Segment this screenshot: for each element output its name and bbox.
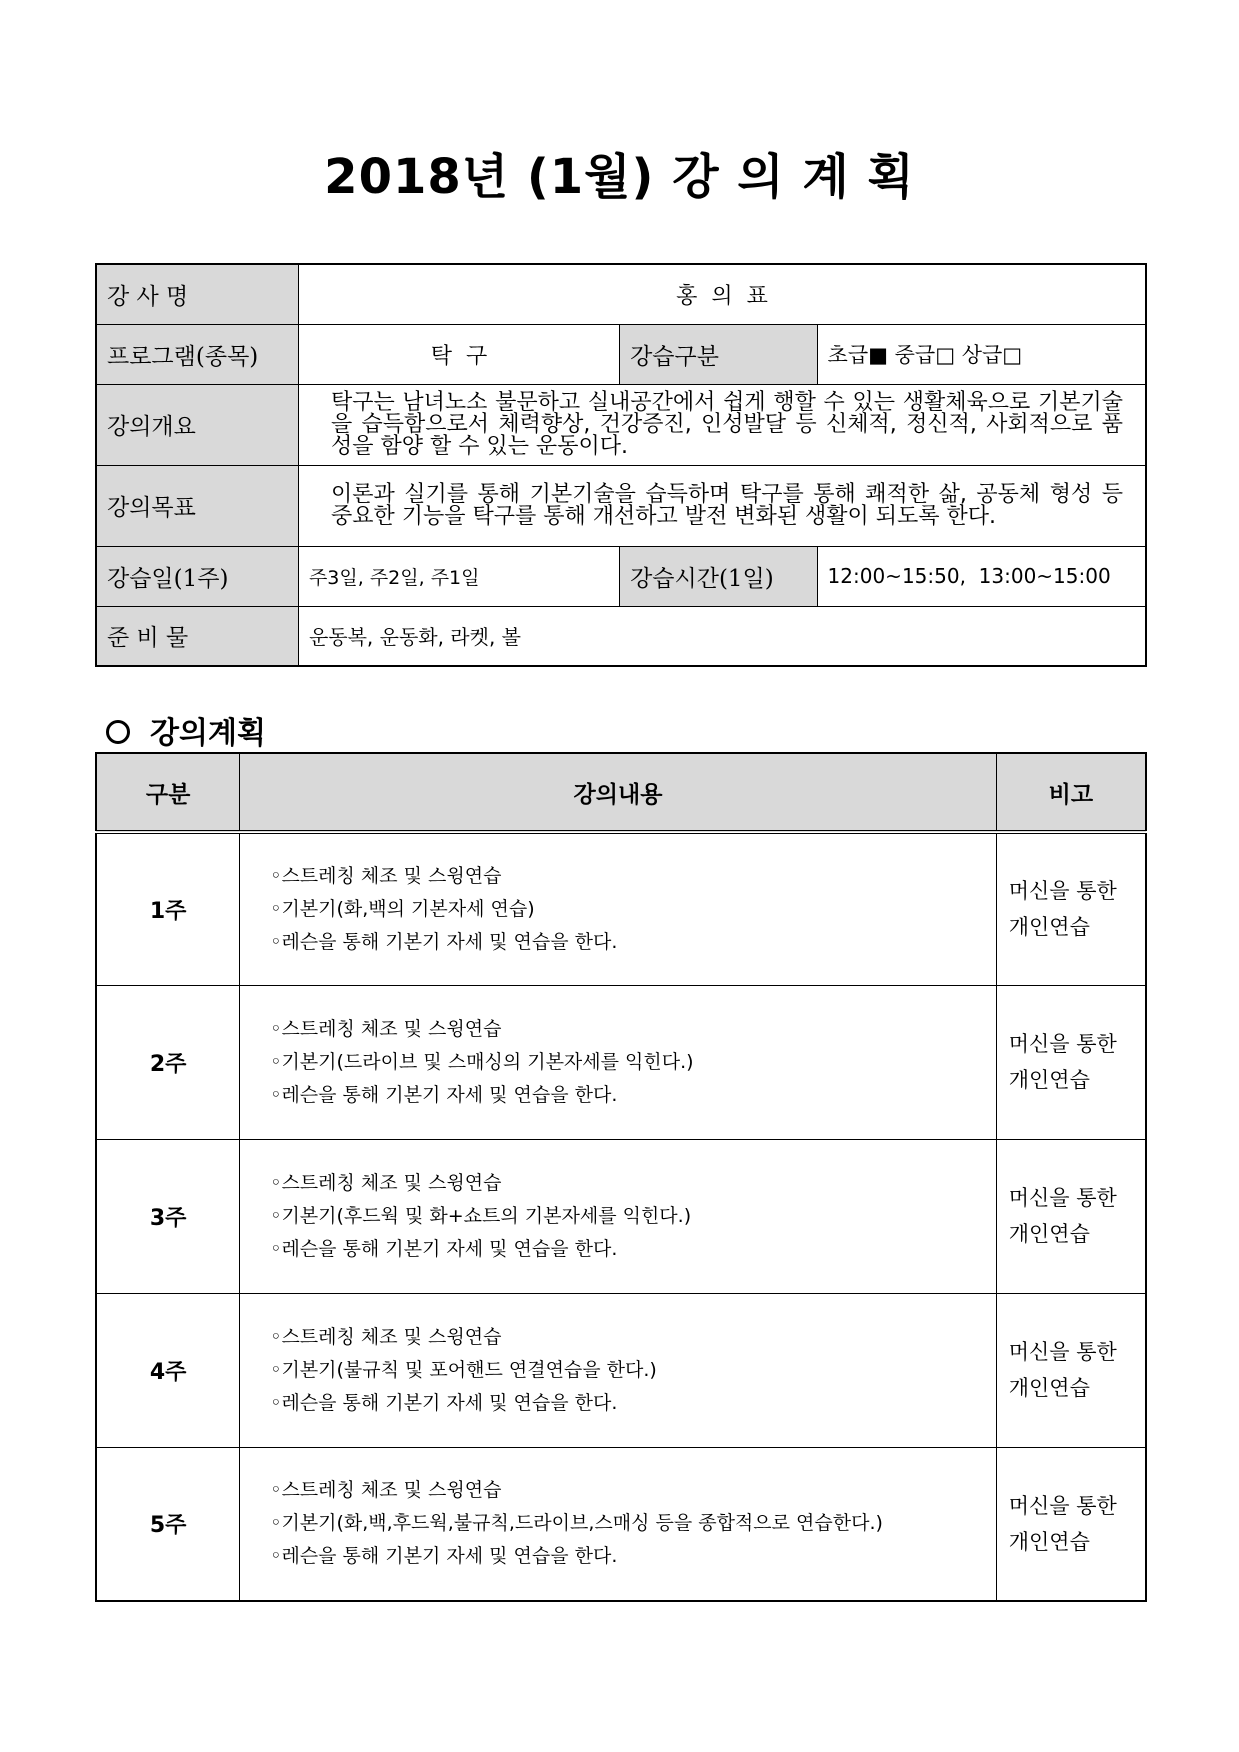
content-line: ◦레슨을 통해 기본기 자세 및 연습을 한다. [270, 1545, 618, 1568]
content-line: ◦레슨을 통해 기본기 자세 및 연습을 한다. [270, 1237, 618, 1260]
header-category: 구분 [96, 753, 240, 832]
content-cell [240, 985, 997, 1139]
note-line: 개인연습 [1008, 1222, 1090, 1246]
note-line: 머신을 통한 [1008, 1493, 1117, 1518]
course-info-table [95, 263, 1147, 667]
week-cell: 5주 [96, 1447, 240, 1601]
lesson-plan-table [95, 752, 1147, 1602]
content-line: ◦스트레칭 체조 및 스윙연습 [270, 1171, 502, 1194]
table-row [96, 832, 1146, 985]
content-line: ◦기본기(후드웍 및 화+쇼트의 기본자세를 익힌다.) [270, 1204, 692, 1227]
content-line: ◦스트레칭 체조 및 스윙연습 [270, 1325, 502, 1348]
program-value: 탁 구 [298, 324, 619, 384]
note-cell [996, 832, 1146, 985]
content-line: ◦스트레칭 체조 및 스윙연습 [270, 1479, 502, 1502]
note-line: 머신을 통한 [1008, 1340, 1117, 1364]
overview-label: 강의개요 [96, 384, 298, 465]
content-line: ◦기본기(불규칙 및 포어핸드 연결연습을 한다.) [270, 1358, 657, 1381]
week-cell: 3주 [96, 1139, 240, 1293]
table-row [96, 1447, 1146, 1601]
time-label: 강습시간(1일) [620, 546, 817, 606]
content-line: ◦기본기(화,백의 기본자세 연습) [270, 897, 535, 920]
days-label: 강습일(1주) [96, 546, 298, 606]
table-row [96, 1139, 1146, 1293]
content-line: ◦기본기(드라이브 및 스매싱의 기본자세를 익힌다.) [270, 1050, 694, 1073]
table-row [96, 985, 1146, 1139]
note-line: 개인연습 [1008, 1068, 1090, 1092]
content-line: ◦기본기(화,백,후드웍,불규칙,드라이브,스매싱 등을 종합적으로 연습한다.) [270, 1512, 883, 1535]
goal-value: 이론과 실기를 통해 기본기술을 습득하며 탁구를 통해 쾌적한 삶, 공동체 형성 등 중요한 기능을 탁구를 통해 개선하고 발전 변화된 생활이 되도록 한다. [298, 465, 1146, 546]
level-value: 초급■ 중급□ 상급□ [817, 324, 1146, 384]
content-line: ◦레슨을 통해 기본기 자세 및 연습을 한다. [270, 930, 618, 953]
note-line: 머신을 통한 [1008, 1186, 1117, 1210]
goal-label: 강의목표 [96, 465, 298, 546]
section-title: 강의계획 [150, 716, 266, 751]
table-row [96, 1293, 1146, 1447]
header-content: 강의내용 [240, 753, 997, 832]
note-cell [996, 1139, 1146, 1293]
supplies-label: 준 비 물 [96, 606, 298, 666]
content-line: ◦레슨을 통해 기본기 자세 및 연습을 한다. [270, 1083, 618, 1106]
level-label: 강습구분 [620, 324, 817, 384]
week-cell: 4주 [96, 1293, 240, 1447]
content-line: ◦레슨을 통해 기본기 자세 및 연습을 한다. [270, 1391, 618, 1414]
instructor-label: 강 사 명 [96, 264, 298, 324]
content-cell [240, 1139, 997, 1293]
week-cell: 2주 [96, 985, 240, 1139]
days-value: 주3일, 주2일, 주1일 [298, 546, 619, 606]
circle-bullet-icon [106, 720, 130, 744]
note-line: 개인연습 [1008, 915, 1090, 940]
overview-value: 탁구는 남녀노소 불문하고 실내공간에서 쉽게 행할 수 있는 생활체육으로 기본기술을 습득함으로서 체력향상, 건강증진, 인성발달 등 신체적, 정신적, 사회적으로 품성을 함양 할 수 있는 운동이다. [298, 384, 1146, 465]
instructor-value: 홍 의 표 [298, 264, 1146, 324]
section-heading [106, 708, 266, 752]
content-line: ◦스트레칭 체조 및 스윙연습 [270, 864, 502, 887]
content-cell [240, 832, 997, 985]
note-line: 개인연습 [1008, 1529, 1090, 1554]
note-line: 머신을 통한 [1008, 879, 1117, 904]
note-cell [996, 1447, 1146, 1601]
time-value: 12:00~15:50, 13:00~15:00 [817, 546, 1146, 606]
content-cell [240, 1447, 997, 1601]
supplies-value: 운동복, 운동화, 라켓, 볼 [298, 606, 1146, 666]
note-line: 개인연습 [1008, 1376, 1090, 1400]
note-cell [996, 1293, 1146, 1447]
note-line: 머신을 통한 [1008, 1032, 1117, 1056]
program-label: 프로그램(종목) [96, 324, 298, 384]
content-line: ◦스트레칭 체조 및 스윙연습 [270, 1017, 502, 1040]
page-title: 2018년 (1월) 강 의 계 획 [324, 149, 915, 205]
note-cell [996, 985, 1146, 1139]
content-cell [240, 1293, 997, 1447]
week-cell: 1주 [96, 832, 240, 985]
header-note: 비고 [996, 753, 1146, 832]
